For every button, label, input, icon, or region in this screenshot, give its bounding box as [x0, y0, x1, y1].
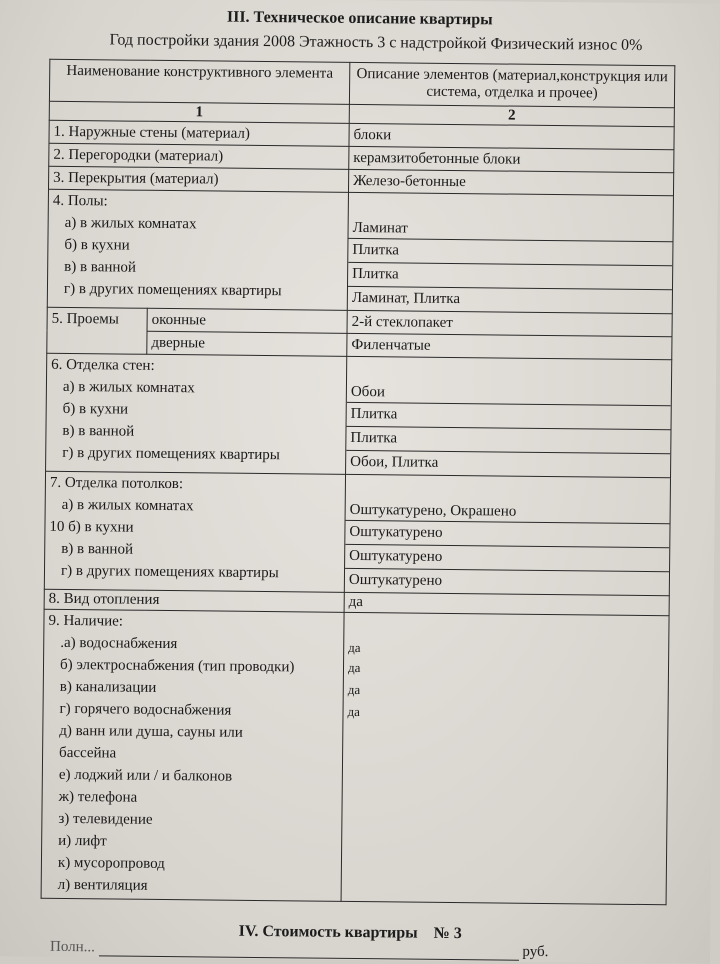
cost-prefix: Полн... — [49, 938, 96, 956]
availability-item: к) мусоропровод — [57, 854, 165, 873]
availability-item: бассейна — [59, 744, 117, 762]
row-label: 2. Перегородки (материал) — [49, 143, 349, 169]
heating-value: да — [344, 592, 669, 615]
availability-item: и) лифт — [58, 832, 107, 850]
availability-item: г) горячего водоснабжения — [59, 700, 232, 719]
ceilings-value: Оштукатурено — [345, 568, 669, 595]
availability-item: в) канализации — [59, 678, 157, 696]
walls-item: а) в жилых комнатах — [62, 378, 195, 397]
row-label: 1. Наружные стены (материал) — [49, 120, 349, 146]
floors-item: б) в кухни — [64, 236, 130, 254]
floors-value: Плитка — [348, 238, 672, 265]
apartment-number: № 3 — [433, 924, 462, 943]
ceilings-item: г) в других помещениях квартиры — [60, 562, 279, 582]
availability-value: да — [348, 639, 361, 656]
availability-item: е) лоджий или / и балконов — [58, 766, 233, 785]
walls-values — [346, 356, 672, 477]
availability-value: да — [347, 681, 361, 698]
walls-item: г) в других помещениях квартиры — [62, 444, 281, 464]
availability-item: ж) телефона — [58, 788, 138, 806]
availability-item: з) телевидение — [58, 810, 153, 828]
walls-labels — [46, 353, 347, 474]
floors-item: в) в ванной — [64, 258, 137, 276]
openings-door-value: Филенчатые — [347, 333, 672, 359]
floors-item: г) в других помещениях квартиры — [63, 280, 282, 300]
row-label: 3. Перекрытия (материал) — [49, 166, 349, 192]
availability-labels — [41, 609, 344, 901]
row-value: керамзитобетонные блоки — [349, 146, 674, 172]
ceilings-value: Оштукатурено — [345, 520, 669, 547]
openings-window-label: оконные — [147, 308, 347, 333]
availability-item: д) ванн или душа, сауны или — [59, 722, 243, 741]
floors-value: Ламинат, Плитка — [348, 286, 672, 313]
availability-value: да — [347, 659, 361, 676]
description-table — [41, 59, 676, 906]
walls-value: Плитка — [347, 402, 671, 429]
availability-item: б) электроснабжения (тип проводки) — [59, 656, 295, 676]
walls-value: Плитка — [346, 426, 670, 453]
ceilings-values — [344, 474, 670, 595]
cost-blank — [99, 941, 519, 960]
table-header-row — [49, 59, 674, 108]
floors-values — [347, 192, 673, 313]
building-info: Год постройки здания 2008 Этажность 3 с надстройкой Физический износ 0% — [109, 31, 643, 54]
ceilings-labels — [44, 471, 345, 592]
availability-value: да — [347, 703, 361, 720]
row-value: Железо-бетонные — [348, 169, 673, 195]
openings-door-label: дверные — [147, 331, 347, 356]
heating-label: 8. Вид отопления — [44, 589, 344, 612]
floors-value: Ламинат — [352, 219, 408, 237]
currency-label: руб. — [522, 943, 549, 961]
ceilings-section — [44, 471, 670, 596]
walls-value: Обои, Плитка — [346, 450, 670, 477]
cost-section-title: IV. Стоимость квартиры № 3 — [238, 922, 462, 943]
floors-section — [47, 189, 673, 314]
walls-title: 6. Отделка стен: — [51, 356, 155, 374]
col2-number: 2 — [349, 104, 674, 126]
ceilings-item: 10 б) в кухни — [49, 518, 134, 536]
walls-section — [46, 353, 672, 478]
floors-item: а) в жилых комнатах — [64, 214, 197, 233]
availability-values — [341, 612, 669, 904]
floors-value: Плитка — [348, 262, 672, 289]
openings-label: 5. Проемы — [47, 307, 147, 354]
availability-title: 9. Наличие: — [48, 612, 124, 630]
availability-item: л) вентиляция — [57, 876, 148, 894]
walls-item: б) в кухни — [62, 400, 129, 418]
ceilings-value: Оштукатурено, Окрашено — [349, 501, 517, 520]
availability-item: .а) водоснабжения — [60, 634, 178, 653]
col1-header: Наименование конструктивного элемента — [49, 59, 349, 104]
walls-item: в) в ванной — [62, 422, 135, 440]
section-title: III. Техническое описание квартиры — [226, 8, 493, 29]
floors-title: 4. Полы: — [52, 192, 108, 210]
ceilings-value: Оштукатурено — [345, 544, 669, 571]
col2-header: Описание элементов (материал,конструкция или система, отделка и прочее) — [349, 62, 674, 107]
openings-window-value: 2-й стеклопакет — [347, 310, 672, 336]
ceilings-item: а) в жилых комнатах — [61, 496, 194, 515]
col1-number: 1 — [49, 101, 349, 123]
floors-labels — [47, 189, 348, 310]
ceilings-title: 7. Отделка потолков: — [49, 474, 184, 493]
availability-section — [41, 609, 669, 905]
walls-value: Обои — [350, 383, 385, 401]
row-value: блоки — [349, 123, 674, 149]
ceilings-item: в) в ванной — [61, 540, 134, 558]
